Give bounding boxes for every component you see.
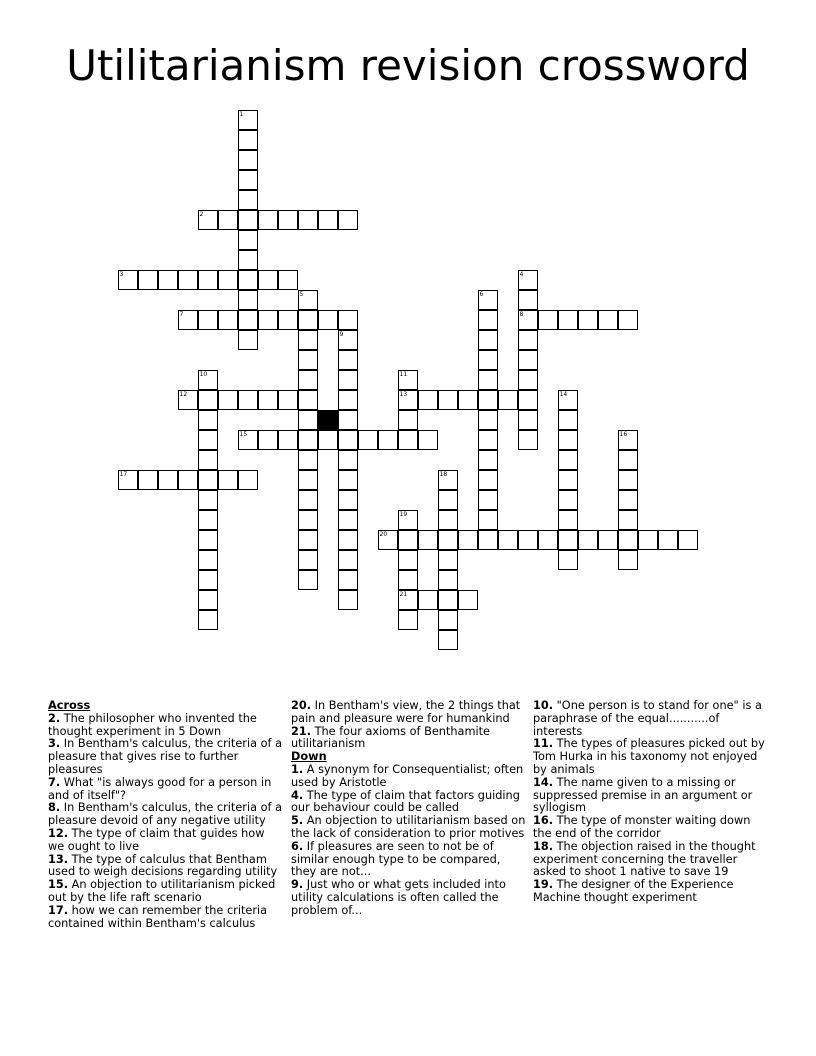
grid-cell[interactable] [298, 470, 318, 490]
grid-cell[interactable] [238, 150, 258, 170]
down-clue [291, 790, 527, 816]
clue-text: An objection to utilitarianism based on the lack of consideration to prior motives [291, 814, 526, 840]
clue-column-2 [291, 700, 527, 918]
down-heading: Down [291, 750, 327, 764]
grid-cell[interactable] [238, 250, 258, 270]
clue-text: The type of monster waiting down the end of the corridor [533, 814, 751, 840]
clue-text: What "is always good for a person in and of itself"? [48, 775, 272, 802]
grid-cell[interactable] [338, 350, 358, 370]
grid-cell[interactable] [298, 550, 318, 570]
clue-number: 20. [291, 699, 312, 712]
grid-cell[interactable] [198, 210, 218, 230]
grid-cell[interactable] [118, 270, 138, 290]
grid-cell[interactable] [398, 610, 418, 630]
grid-cell[interactable] [398, 430, 418, 450]
clue-text: Just who or what gets included into utility calculations is often called the problem of... [291, 878, 506, 917]
grid-cell[interactable] [178, 470, 198, 490]
grid-cell[interactable] [578, 310, 598, 330]
grid-cell[interactable] [518, 390, 538, 410]
across-clue [48, 828, 284, 854]
grid-cell[interactable] [418, 430, 438, 450]
clue-number: 11 [399, 370, 408, 378]
grid-cell[interactable] [558, 470, 578, 490]
grid-cell[interactable] [138, 470, 158, 490]
clue-text: "One person is to stand for one" is a paraphrase of the equal...........of interests [533, 699, 762, 738]
down-clue [291, 764, 527, 790]
grid-cell[interactable] [198, 470, 218, 490]
grid-cell[interactable] [198, 450, 218, 470]
grid-cell[interactable] [318, 430, 338, 450]
grid-cell[interactable] [538, 310, 558, 330]
grid-cell[interactable] [198, 490, 218, 510]
grid-cell[interactable] [238, 110, 258, 130]
grid-cell[interactable] [558, 550, 578, 570]
grid-cell[interactable] [238, 290, 258, 310]
clue-column-1 [48, 700, 284, 930]
grid-cell[interactable] [498, 530, 518, 550]
grid-cell[interactable] [238, 270, 258, 290]
clue-number: 9 [339, 330, 344, 338]
grid-cell[interactable] [298, 310, 318, 330]
grid-cell[interactable] [678, 530, 698, 550]
grid-cell[interactable] [298, 350, 318, 370]
clue-text: The four axioms of Benthamite utilitarianism [291, 724, 491, 751]
grid-cell[interactable] [318, 210, 338, 230]
clue-text: The types of pleasures picked out by Tom Hurka in his taxonomy not enjoyed by animals [533, 737, 765, 776]
page-title: Utilitarianism revision crossword [66, 41, 750, 90]
grid-cell[interactable] [438, 550, 458, 570]
grid-cell[interactable] [298, 370, 318, 390]
grid-cell[interactable] [558, 510, 578, 530]
clue-number: 10. [533, 699, 554, 712]
down-clue [533, 815, 769, 841]
grid-cell[interactable] [398, 590, 418, 610]
grid-cell[interactable] [198, 370, 218, 390]
clue-number: 5. [291, 814, 304, 828]
clue-number: 2 [199, 210, 204, 218]
clue-text: In Bentham's calculus, the criteria of a pleasure that gives rise to further pleasures [48, 737, 283, 776]
down-clue [533, 738, 769, 776]
grid-cell[interactable] [478, 350, 498, 370]
grid-cell[interactable] [618, 490, 638, 510]
grid-cell[interactable] [478, 310, 498, 330]
grid-cell[interactable] [198, 410, 218, 430]
clue-number: 3 [119, 270, 124, 278]
clue-number: 13 [399, 390, 408, 398]
grid-cell[interactable] [118, 470, 138, 490]
grid-cell[interactable] [298, 290, 318, 310]
grid-cell[interactable] [478, 410, 498, 430]
grid-cell[interactable] [438, 530, 458, 550]
grid-cell[interactable] [298, 410, 318, 430]
grid-cell[interactable] [478, 470, 498, 490]
grid-cell[interactable] [258, 390, 278, 410]
clue-text: The objection raised in the thought experiment concerning the traveller asked to shoot 1 native to save 19 [533, 839, 756, 879]
clue-column-3 [533, 700, 769, 905]
clue-number: 20 [379, 530, 388, 538]
clue-number: 16 [619, 430, 628, 438]
down-clue [291, 841, 527, 879]
grid-cell[interactable] [498, 390, 518, 410]
grid-cell[interactable] [338, 210, 358, 230]
grid-cell[interactable] [518, 270, 538, 290]
clue-text: In Bentham's calculus, the criteria of a pleasure devoid of any negative utility [48, 801, 283, 828]
grid-cell[interactable] [338, 470, 358, 490]
down-clue [533, 841, 769, 879]
clue-text: The type of claim that factors guiding our behaviour could be called [291, 788, 520, 815]
grid-cell[interactable] [278, 310, 298, 330]
clue-number: 17 [119, 470, 128, 478]
grid-cell[interactable] [338, 450, 358, 470]
grid-cell[interactable] [298, 430, 318, 450]
clue-number: 12 [179, 390, 188, 398]
grid-cell[interactable] [438, 390, 458, 410]
clue-text: A synonym for Consequentialist; often used by Aristotle [291, 762, 524, 789]
clue-number: 2. [48, 711, 61, 725]
grid-cell[interactable] [618, 470, 638, 490]
clue-number: 19. [533, 878, 554, 892]
grid-cell[interactable] [238, 470, 258, 490]
clue-number: 18 [439, 470, 448, 478]
grid-cell[interactable] [278, 270, 298, 290]
clue-number: 16. [533, 814, 554, 828]
across-clue [48, 713, 284, 739]
grid-cell[interactable] [198, 570, 218, 590]
grid-cell[interactable] [218, 310, 238, 330]
across-clue [48, 879, 284, 905]
clue-text: The type of calculus that Bentham used to weigh decisions regarding utility [48, 852, 278, 879]
grid-cell[interactable] [438, 490, 458, 510]
grid-cell[interactable] [358, 430, 378, 450]
grid-cell[interactable] [458, 390, 478, 410]
grid-cell[interactable] [298, 510, 318, 530]
grid-cell[interactable] [298, 210, 318, 230]
grid-cell[interactable] [138, 270, 158, 290]
grid-cell[interactable] [618, 530, 638, 550]
clue-number: 6. [291, 839, 304, 853]
grid-cell[interactable] [298, 330, 318, 350]
grid-cell[interactable] [438, 510, 458, 530]
clue-number: 8. [48, 801, 61, 815]
grid-cell[interactable] [218, 470, 238, 490]
clue-number: 3. [48, 737, 61, 751]
grid-cell[interactable] [378, 430, 398, 450]
clue-number: 7. [48, 775, 61, 789]
grid-cell[interactable] [478, 490, 498, 510]
clue-number: 18. [533, 839, 554, 853]
grid-cell[interactable] [178, 310, 198, 330]
grid-cell[interactable] [398, 510, 418, 530]
grid-cell[interactable] [598, 530, 618, 550]
clue-number: 7 [179, 310, 184, 318]
grid-cell[interactable] [478, 390, 498, 410]
grid-cell[interactable] [198, 530, 218, 550]
grid-cell[interactable] [338, 330, 358, 350]
grid-cell[interactable] [618, 510, 638, 530]
clue-number: 21. [291, 724, 312, 738]
clue-text: The type of claim that guides how we ought to live [48, 826, 265, 853]
grid-cell[interactable] [198, 590, 218, 610]
down-clue [291, 815, 527, 841]
grid-cell[interactable] [418, 530, 438, 550]
grid-cell[interactable] [478, 330, 498, 350]
grid-cell[interactable] [398, 370, 418, 390]
grid-cell[interactable] [238, 310, 258, 330]
grid-cell[interactable] [518, 370, 538, 390]
clue-text: An objection to utilitarianism picked out by the life raft scenario [48, 878, 276, 904]
clue-number: 5 [299, 290, 304, 298]
grid-cell[interactable] [618, 550, 638, 570]
grid-cell[interactable] [338, 430, 358, 450]
grid-cell[interactable] [478, 510, 498, 530]
grid-cell[interactable] [638, 530, 658, 550]
grid-cell[interactable] [598, 310, 618, 330]
grid-cell[interactable] [518, 330, 538, 350]
grid-cell[interactable] [158, 270, 178, 290]
grid-cell[interactable] [158, 470, 178, 490]
grid-cell[interactable] [298, 530, 318, 550]
grid-cell[interactable] [338, 310, 358, 330]
clue-number: 15. [48, 878, 69, 892]
grid-cell[interactable] [558, 310, 578, 330]
grid-cell[interactable] [198, 610, 218, 630]
across-clue [48, 777, 284, 803]
clue-number: 6 [479, 290, 484, 298]
grid-cell[interactable] [438, 590, 458, 610]
grid-cell[interactable] [558, 390, 578, 410]
grid-cell[interactable] [558, 450, 578, 470]
grid-cell[interactable] [398, 410, 418, 430]
clue-number: 9. [291, 878, 304, 892]
grid-cell[interactable] [218, 390, 238, 410]
clue-number: 17. [48, 903, 69, 917]
grid-cell[interactable] [618, 430, 638, 450]
grid-cell[interactable] [558, 430, 578, 450]
clue-number: 1. [291, 762, 304, 776]
clue-number: 19 [399, 510, 408, 518]
grid-cell[interactable] [198, 310, 218, 330]
grid-cell[interactable] [258, 210, 278, 230]
grid-cell[interactable] [338, 590, 358, 610]
grid-cell[interactable] [438, 570, 458, 590]
clue-number: 11. [533, 737, 554, 751]
grid-cell[interactable] [558, 410, 578, 430]
grid-cell[interactable] [238, 210, 258, 230]
clue-text: In Bentham's view, the 2 things that pain and pleasure were for humankind [291, 699, 521, 725]
down-clue [291, 879, 527, 917]
grid-cell[interactable] [198, 550, 218, 570]
grid-cell[interactable] [518, 530, 538, 550]
grid-cell[interactable] [478, 430, 498, 450]
grid-cell[interactable] [238, 130, 258, 150]
grid-cell[interactable] [338, 570, 358, 590]
grid-cell[interactable] [558, 530, 578, 550]
grid-cell[interactable] [198, 430, 218, 450]
grid-cell[interactable] [518, 410, 538, 430]
grid-cell[interactable] [238, 330, 258, 350]
grid-cell[interactable] [278, 390, 298, 410]
grid-cell[interactable] [218, 270, 238, 290]
grid-cell[interactable] [298, 490, 318, 510]
grid-cell[interactable] [418, 590, 438, 610]
grid-cell[interactable] [478, 530, 498, 550]
grid-cell[interactable] [218, 210, 238, 230]
across-clue [48, 854, 284, 880]
clue-number: 14. [533, 775, 554, 789]
clue-number: 4. [291, 788, 304, 802]
grid-cell[interactable] [578, 530, 598, 550]
clue-number: 8 [519, 310, 524, 318]
clue-text: The philosopher who invented the thought experiment in 5 Down [48, 711, 257, 738]
grid-cell[interactable] [238, 230, 258, 250]
grid-cell[interactable] [338, 390, 358, 410]
clue-number: 12. [48, 826, 69, 840]
clue-text: The name given to a missing or suppressed premise in an argument or syllogism [533, 775, 753, 815]
across-clue [291, 726, 527, 752]
clue-number: 4 [519, 270, 524, 278]
grid-cell[interactable] [298, 390, 318, 410]
grid-cell[interactable] [178, 390, 198, 410]
clue-text: If pleasures are seen to not be of similar enough type to be compared, they are not... [291, 839, 501, 879]
down-clue [533, 700, 769, 738]
grid-cell[interactable] [438, 610, 458, 630]
grid-cell[interactable] [298, 450, 318, 470]
grid-cell[interactable] [338, 550, 358, 570]
grid-cell[interactable] [338, 370, 358, 390]
grid-cell[interactable] [478, 290, 498, 310]
grid-cell[interactable] [338, 530, 358, 550]
grid-cell[interactable] [458, 590, 478, 610]
black-cell [318, 410, 338, 430]
grid-cell[interactable] [338, 490, 358, 510]
across-heading: Across [48, 699, 91, 712]
grid-cell[interactable] [238, 390, 258, 410]
grid-cell[interactable] [338, 410, 358, 430]
across-clue [48, 802, 284, 828]
grid-cell[interactable] [438, 630, 458, 650]
grid-cell[interactable] [658, 530, 678, 550]
grid-cell[interactable] [418, 390, 438, 410]
clue-number: 1 [239, 110, 244, 118]
grid-cell[interactable] [318, 310, 338, 330]
grid-cell[interactable] [438, 470, 458, 490]
grid-cell[interactable] [398, 530, 418, 550]
grid-cell[interactable] [618, 450, 638, 470]
grid-cell[interactable] [338, 510, 358, 530]
grid-cell[interactable] [238, 430, 258, 450]
grid-cell[interactable] [618, 310, 638, 330]
across-clue [291, 700, 527, 726]
clue-number: 14 [559, 390, 568, 398]
grid-cell[interactable] [538, 530, 558, 550]
across-clue [48, 738, 284, 776]
clue-number: 10 [199, 370, 208, 378]
grid-cell[interactable] [198, 510, 218, 530]
clue-text: how we can remember the criteria contained within Bentham's calculus [48, 903, 268, 930]
clue-number: 13. [48, 852, 69, 866]
grid-cell[interactable] [258, 270, 278, 290]
grid-cell[interactable] [558, 490, 578, 510]
grid-cell[interactable] [478, 450, 498, 470]
grid-cell[interactable] [518, 290, 538, 310]
across-clue [48, 905, 284, 931]
grid-cell[interactable] [478, 370, 498, 390]
down-clue [533, 777, 769, 815]
grid-cell[interactable] [458, 530, 478, 550]
grid-cell[interactable] [518, 310, 538, 330]
grid-cell[interactable] [278, 210, 298, 230]
clue-number: 21 [399, 590, 408, 598]
clue-text: The designer of the Experience Machine thought experiment [533, 878, 734, 904]
grid-cell[interactable] [178, 270, 198, 290]
grid-cell[interactable] [258, 430, 278, 450]
grid-cell[interactable] [198, 270, 218, 290]
grid-cell[interactable] [238, 190, 258, 210]
grid-cell[interactable] [238, 170, 258, 190]
grid-cell[interactable] [518, 350, 538, 370]
grid-cell[interactable] [398, 390, 418, 410]
grid-cell[interactable] [378, 530, 398, 550]
clue-number: 15 [239, 430, 248, 438]
grid-cell[interactable] [398, 570, 418, 590]
grid-cell[interactable] [278, 430, 298, 450]
grid-cell[interactable] [298, 570, 318, 590]
grid-cell[interactable] [258, 310, 278, 330]
grid-cell[interactable] [518, 430, 538, 450]
down-clue [533, 879, 769, 905]
grid-cell[interactable] [198, 390, 218, 410]
grid-cell[interactable] [398, 550, 418, 570]
